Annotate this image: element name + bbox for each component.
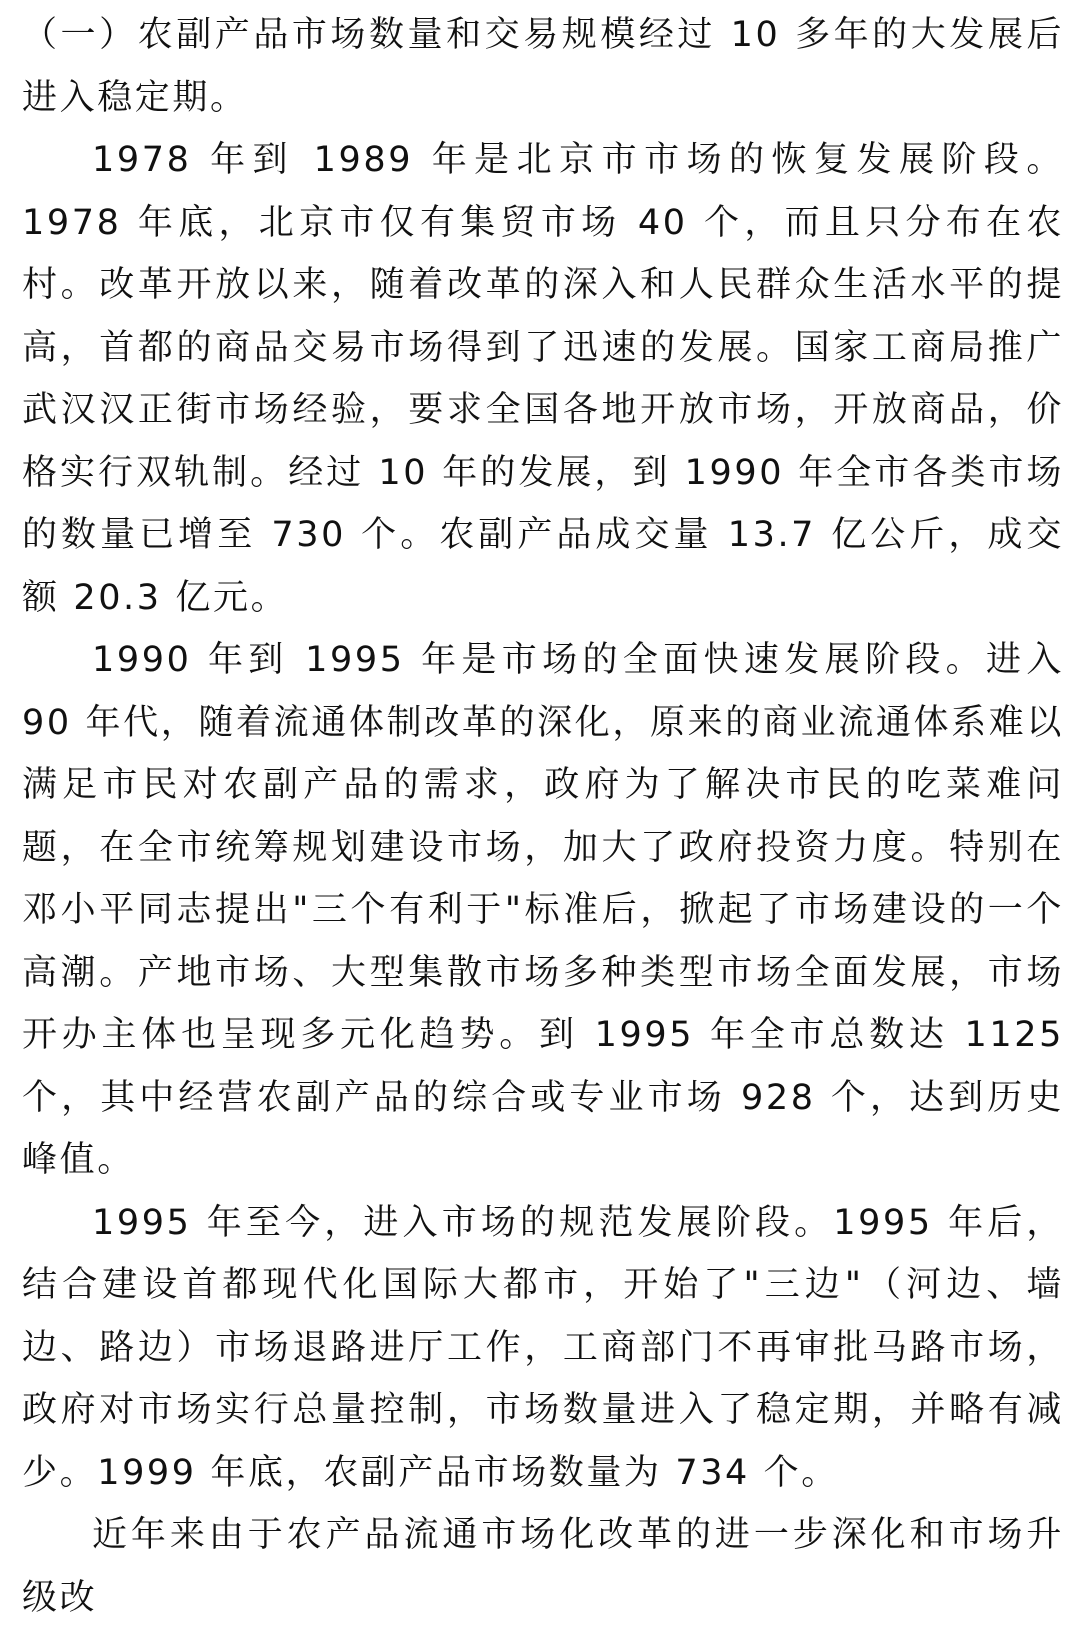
paragraph-recent-years: 近年来由于农产品流通市场化改革的进一步深化和市场升级改 [22, 1515, 1064, 1618]
paragraph-standardized-stage: 1995 年至今，进入市场的规范发展阶段。1995 年后，结合建设首都现代化国际大都市，开始了"三边"（河边、墙边、路边）市场退路进厅工作，工商部门不再审批马路市场，政府对市场实行总量控制，市场数量进入了稳定期，并略有减少。1999 年底，农副产品市场数量为 734 个。 [22, 1202, 1064, 1493]
paragraph-rapid-development-stage: 1990 年到 1995 年是市场的全面快速发展阶段。进入 90 年代，随着流通体制改革的深化，原来的商业流通体系难以满足市民对农副产品的需求，政府为了解决市民的吃菜难问题，在全市统筹规划建设市场，加大了政府投资力度。特别在邓小平同志提出"三个有利于"标准后，掀起了市场建设的一个高潮。产地市场、大型集散市场多种类型市场全面发展，市场开办主体也呈现多元化趋势。到 1995 年全市总数达 1125 个，其中经营农副产品的综合或专业市场 928 个，达到历史峰值。 [22, 640, 1064, 1180]
paragraph-recovery-stage: 1978 年到 1989 年是北京市市场的恢复发展阶段。1978 年底，北京市仅有集贸市场 40 个，而且只分布在农村。改革开放以来，随着改革的深入和人民群众生活水平的提高，首都的商品交易市场得到了迅速的发展。国家工商局推广武汉汉正街市场经验，要求全国各地开放市场，开放商品，价格实行双轨制。经过 10 年的发展，到 1990 年全市各类市场的数量已增至 730 个。农副产品成交量 13.7 亿公斤，成交额 20.3 亿元。 [22, 140, 1064, 618]
section-heading: （一）农副产品市场数量和交易规模经过 10 多年的大发展后进入稳定期。 [22, 15, 1064, 118]
